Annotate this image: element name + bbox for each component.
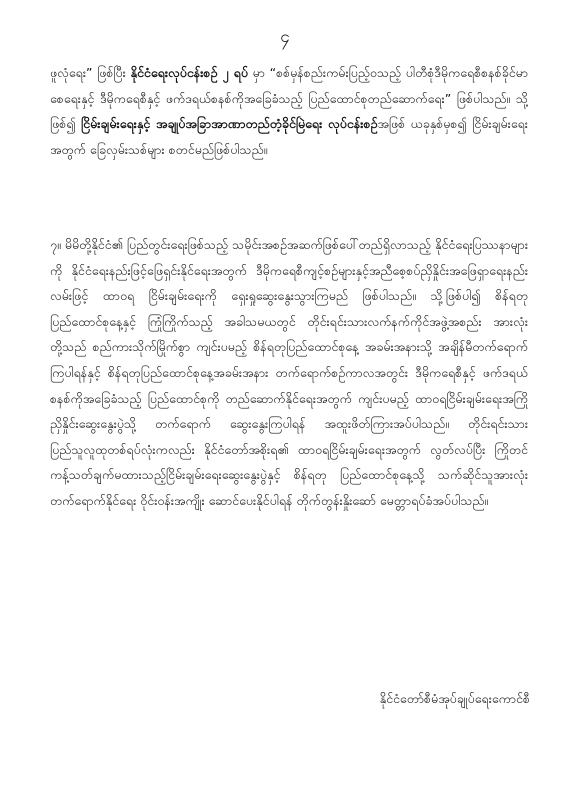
- paragraph-1: [50, 60, 528, 162]
- paragraph-2: ၇။ မိမိတို့နိုင်ငံ၏ ပြည်တွင်းရေးဖြစ်သည့် သမိုင်းအစဉ်အဆက်ဖြစ်ပေါ်တည်ရှိလာသည့် နိုင်ငံရေးပြဿနာများကို နိုင်ငံရေးနည်းဖြင့်ဖြေရှင်းနိုင်ရေးအတွက် ဒီမိုကရေစီကျင့်စဉ်များနှင့်အညီစေ့စပ်ညှိနှိုင်းအဖြေရှာရေးနည်းလမ်းဖြင့် ထာဝရ ငြိမ်းချမ်းရေးကို ရှေးရှုဆွေးနွေးသွားကြမည် ဖြစ်ပါသည်။ သို့ဖြစ်ပါ၍ စိန်ရတုပြည်ထောင်စုနေ့နှင့် ကြုံကြိုက်သည့် အခါသမယတွင် တိုင်းရင်းသားလက်နက်ကိုင်အဖွဲ့အစည်း အားလုံးတို့သည် စည်ကားသိုက်မြိုက်စွာ ကျင်းပမည့် စိန်ရတုပြည်ထောင်စုနေ့ အခမ်းအနားသို့ အချိန်မီတက်ရောက်ကြပါရန်နှင့် စိန်ရတုပြည်ထောင်စုနေ့အခမ်းအနား တက်ရောက်စဉ်ကာလအတွင်း ဒီမိုကရေစီနှင့် ဖက်ဒရယ်စနစ်ကိုအခြေခံသည့် ပြည်ထောင်စုကို တည်ဆောက်နိုင်ရေးအတွက် ကျင်းပမည့် ထာဝရငြိမ်းချမ်းရေးအကြိုညှိနှိုင်းဆွေးနွေးပွဲသို့ တက်ရောက် ဆွေးနွေးကြပါရန် အထူးဖိတ်ကြားအပ်ပါသည်။ တိုင်းရင်းသား ပြည်သူလူထုတစ်ရပ်လုံးကလည်း နိုင်ငံတော်အစိုးရ၏ ထာဝရငြိမ်းချမ်းရေးအတွက် လွတ်လပ်ပြီး ကြိုတင်ကန့်သတ်ချက်မထားသည့်ငြိမ်းချမ်းရေးဆွေးနွေးပွဲနှင့် စိန်ရတု ပြည်ထောင်စုနေ့သို့ သက်ဆိုင်သူအားလုံး တက်ရောက်နိုင်ရေး ဝိုင်းဝန်းအကျိုး ဆောင်ပေးနိုင်ပါရန် တိုက်တွန်းနှိုးဆော် မေတ္တာရပ်ခံအပ်ပါသည်။: [50, 237, 528, 508]
- paragraph-1-bold-b: ငြိမ်းချမ်းရေးနှင့် အချုပ်အခြာအာဏာတည်တံ့ခိုင်မြဲရေး လုပ်ငန်းစဉ်: [81, 116, 378, 132]
- paragraph-1-bold-a: နိုင်ငံရေးလုပ်ငန်းစဉ် ၂ ရပ်: [130, 65, 248, 80]
- page-number: ၄: [280, 27, 290, 47]
- paragraph-1-text-c: အဖြစ် ယခုနှစ်မှစ၍ ငြိမ်းချမ်းရေး အတွက် ခြေလှမ်းသစ်များ စတင်မည်ဖြစ်ပါသည်။: [50, 116, 528, 157]
- paragraph-1-text-b: မှာ “စစ်မှန်စည်းကမ်းပြည့်ဝသည့် ပါတီစုံဒီမိုကရေစီစနစ်ခိုင်မာစေရေးနှင့် ဒီမိုကရေစီနှင့် ဖက်ဒရယ်စနစ်ကိုအခြေခံသည့် ပြည်ထောင်စုတည်ဆောက်ရေး” ဖြစ်ပါသည်။ သို့ဖြစ်၍: [50, 65, 528, 132]
- paragraph-1-text-a: ဖူလုံရေး” ဖြစ်ပြီး: [50, 65, 131, 80]
- signature-organization: နိုင်ငံတော်စီမံအုပ်ချုပ်ရေးကောင်စီ: [379, 691, 530, 706]
